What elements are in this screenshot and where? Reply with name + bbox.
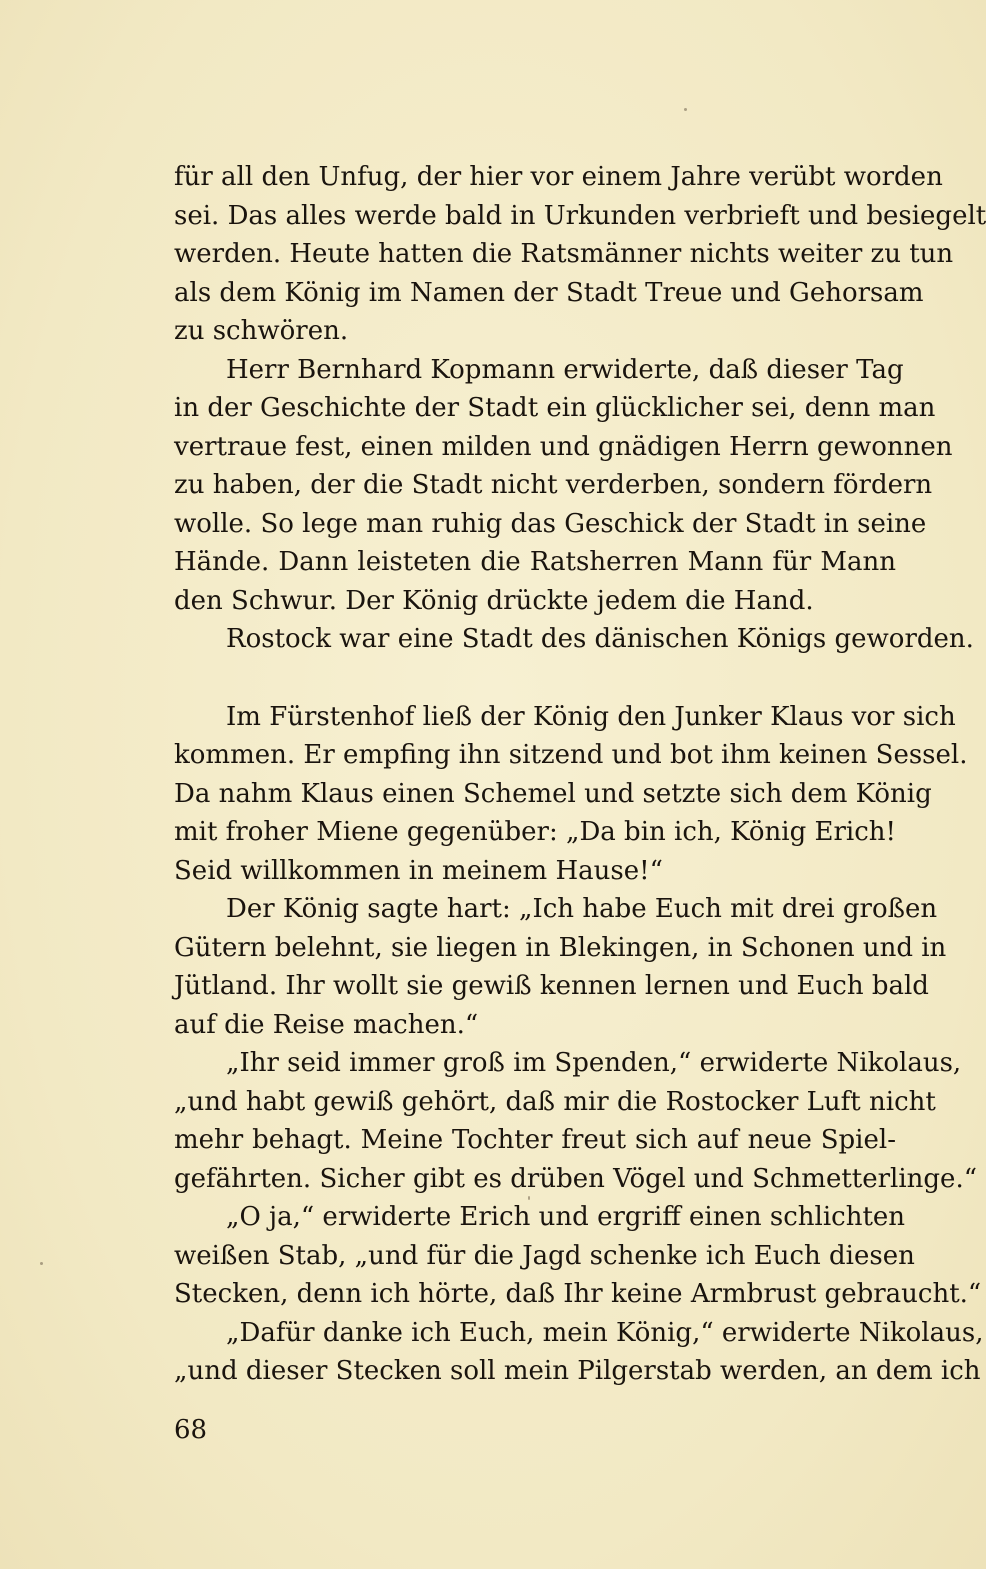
text-line: als dem König im Namen der Stadt Treue und Gehorsam xyxy=(174,277,924,308)
text-line: zu haben, der die Stadt nicht verderben, sondern fördern xyxy=(174,470,933,500)
text-line: „Dafür danke ich Euch, mein König,“ erwiderte Nikolaus, xyxy=(226,1317,984,1348)
paper-speck xyxy=(684,108,687,111)
book-page-text xyxy=(174,158,986,1558)
paragraph xyxy=(174,1044,978,1198)
paper-speck xyxy=(528,1196,530,1200)
paper-speck xyxy=(40,1262,43,1265)
text-line: wolle. So lege man ruhig das Geschick der Stadt in seine xyxy=(174,508,927,539)
text-line: mehr behagt. Meine Tochter freut sich auf neue Spiel- xyxy=(174,1125,896,1155)
text-line: Herr Bernhard Kopmann erwiderte, daß dieser Tag xyxy=(226,354,904,385)
paragraph xyxy=(174,698,968,891)
text-line: kommen. Er empfing ihn sitzend und bot ihm keinen Sessel. xyxy=(174,740,968,770)
paragraph xyxy=(174,890,947,1044)
text-line: „O ja,“ erwiderte Erich und ergriff einen schlichten xyxy=(226,1202,906,1232)
text-line: sei. Das alles werde bald in Urkunden verbrieft und besiegelt xyxy=(174,200,986,231)
text-line: werden. Heute hatten die Ratsmänner nichts weiter zu tun xyxy=(174,239,954,269)
text-line: auf die Reise machen.“ xyxy=(174,1009,479,1040)
text-line: „und dieser Stecken soll mein Pilgerstab werden, an dem ich xyxy=(174,1356,981,1386)
paragraph xyxy=(174,1314,984,1391)
text-line: mit froher Miene gegenüber: „Da bin ich, König Erich! xyxy=(174,817,896,847)
text-line: für all den Unfug, der hier vor einem Jahre verübt worden xyxy=(174,162,943,192)
text-line: Gütern belehnt, sie liegen in Blekingen, in Schonen und in xyxy=(174,932,947,963)
text-line: Hände. Dann leisteten die Ratsherren Mann für Mann xyxy=(174,547,896,577)
text-line: Der König sagte hart: „Ich habe Euch mit drei großen xyxy=(226,894,938,924)
page-number: 68 xyxy=(174,1415,208,1445)
text-line: Im Fürstenhof ließ der König den Junker Klaus vor sich xyxy=(226,701,956,732)
paragraph xyxy=(174,1198,982,1314)
text-line: zu schwören. xyxy=(174,316,349,346)
text-line: Stecken, denn ich hörte, daß Ihr keine Armbrust gebraucht.“ xyxy=(174,1279,982,1309)
paragraph xyxy=(174,158,986,351)
text-line: „und habt gewiß gehört, daß mir die Rostocker Luft nicht xyxy=(174,1086,936,1117)
text-line: Rostock war eine Stadt des dänischen Königs geworden. xyxy=(226,624,974,654)
text-line: gefährten. Sicher gibt es drüben Vögel und Schmetterlinge.“ xyxy=(174,1163,978,1194)
text-line: Seid willkommen in meinem Hause!“ xyxy=(174,855,663,886)
text-line: in der Geschichte der Stadt ein glücklicher sei, denn man xyxy=(174,393,936,423)
text-line: vertraue fest, einen milden und gnädigen Herrn gewonnen xyxy=(174,431,953,462)
text-line: Da nahm Klaus einen Schemel und setzte sich dem König xyxy=(174,778,932,809)
text-line: weißen Stab, „und für die Jagd schenke ich Euch diesen xyxy=(174,1240,915,1271)
text-line: Jütland. Ihr wollt sie gewiß kennen lernen und Euch bald xyxy=(174,971,929,1001)
paragraph xyxy=(174,620,974,659)
text-line: den Schwur. Der König drückte jedem die Hand. xyxy=(174,585,814,616)
text-line: „Ihr seid immer groß im Spenden,“ erwiderte Nikolaus, xyxy=(226,1048,962,1078)
paragraph xyxy=(174,351,953,621)
